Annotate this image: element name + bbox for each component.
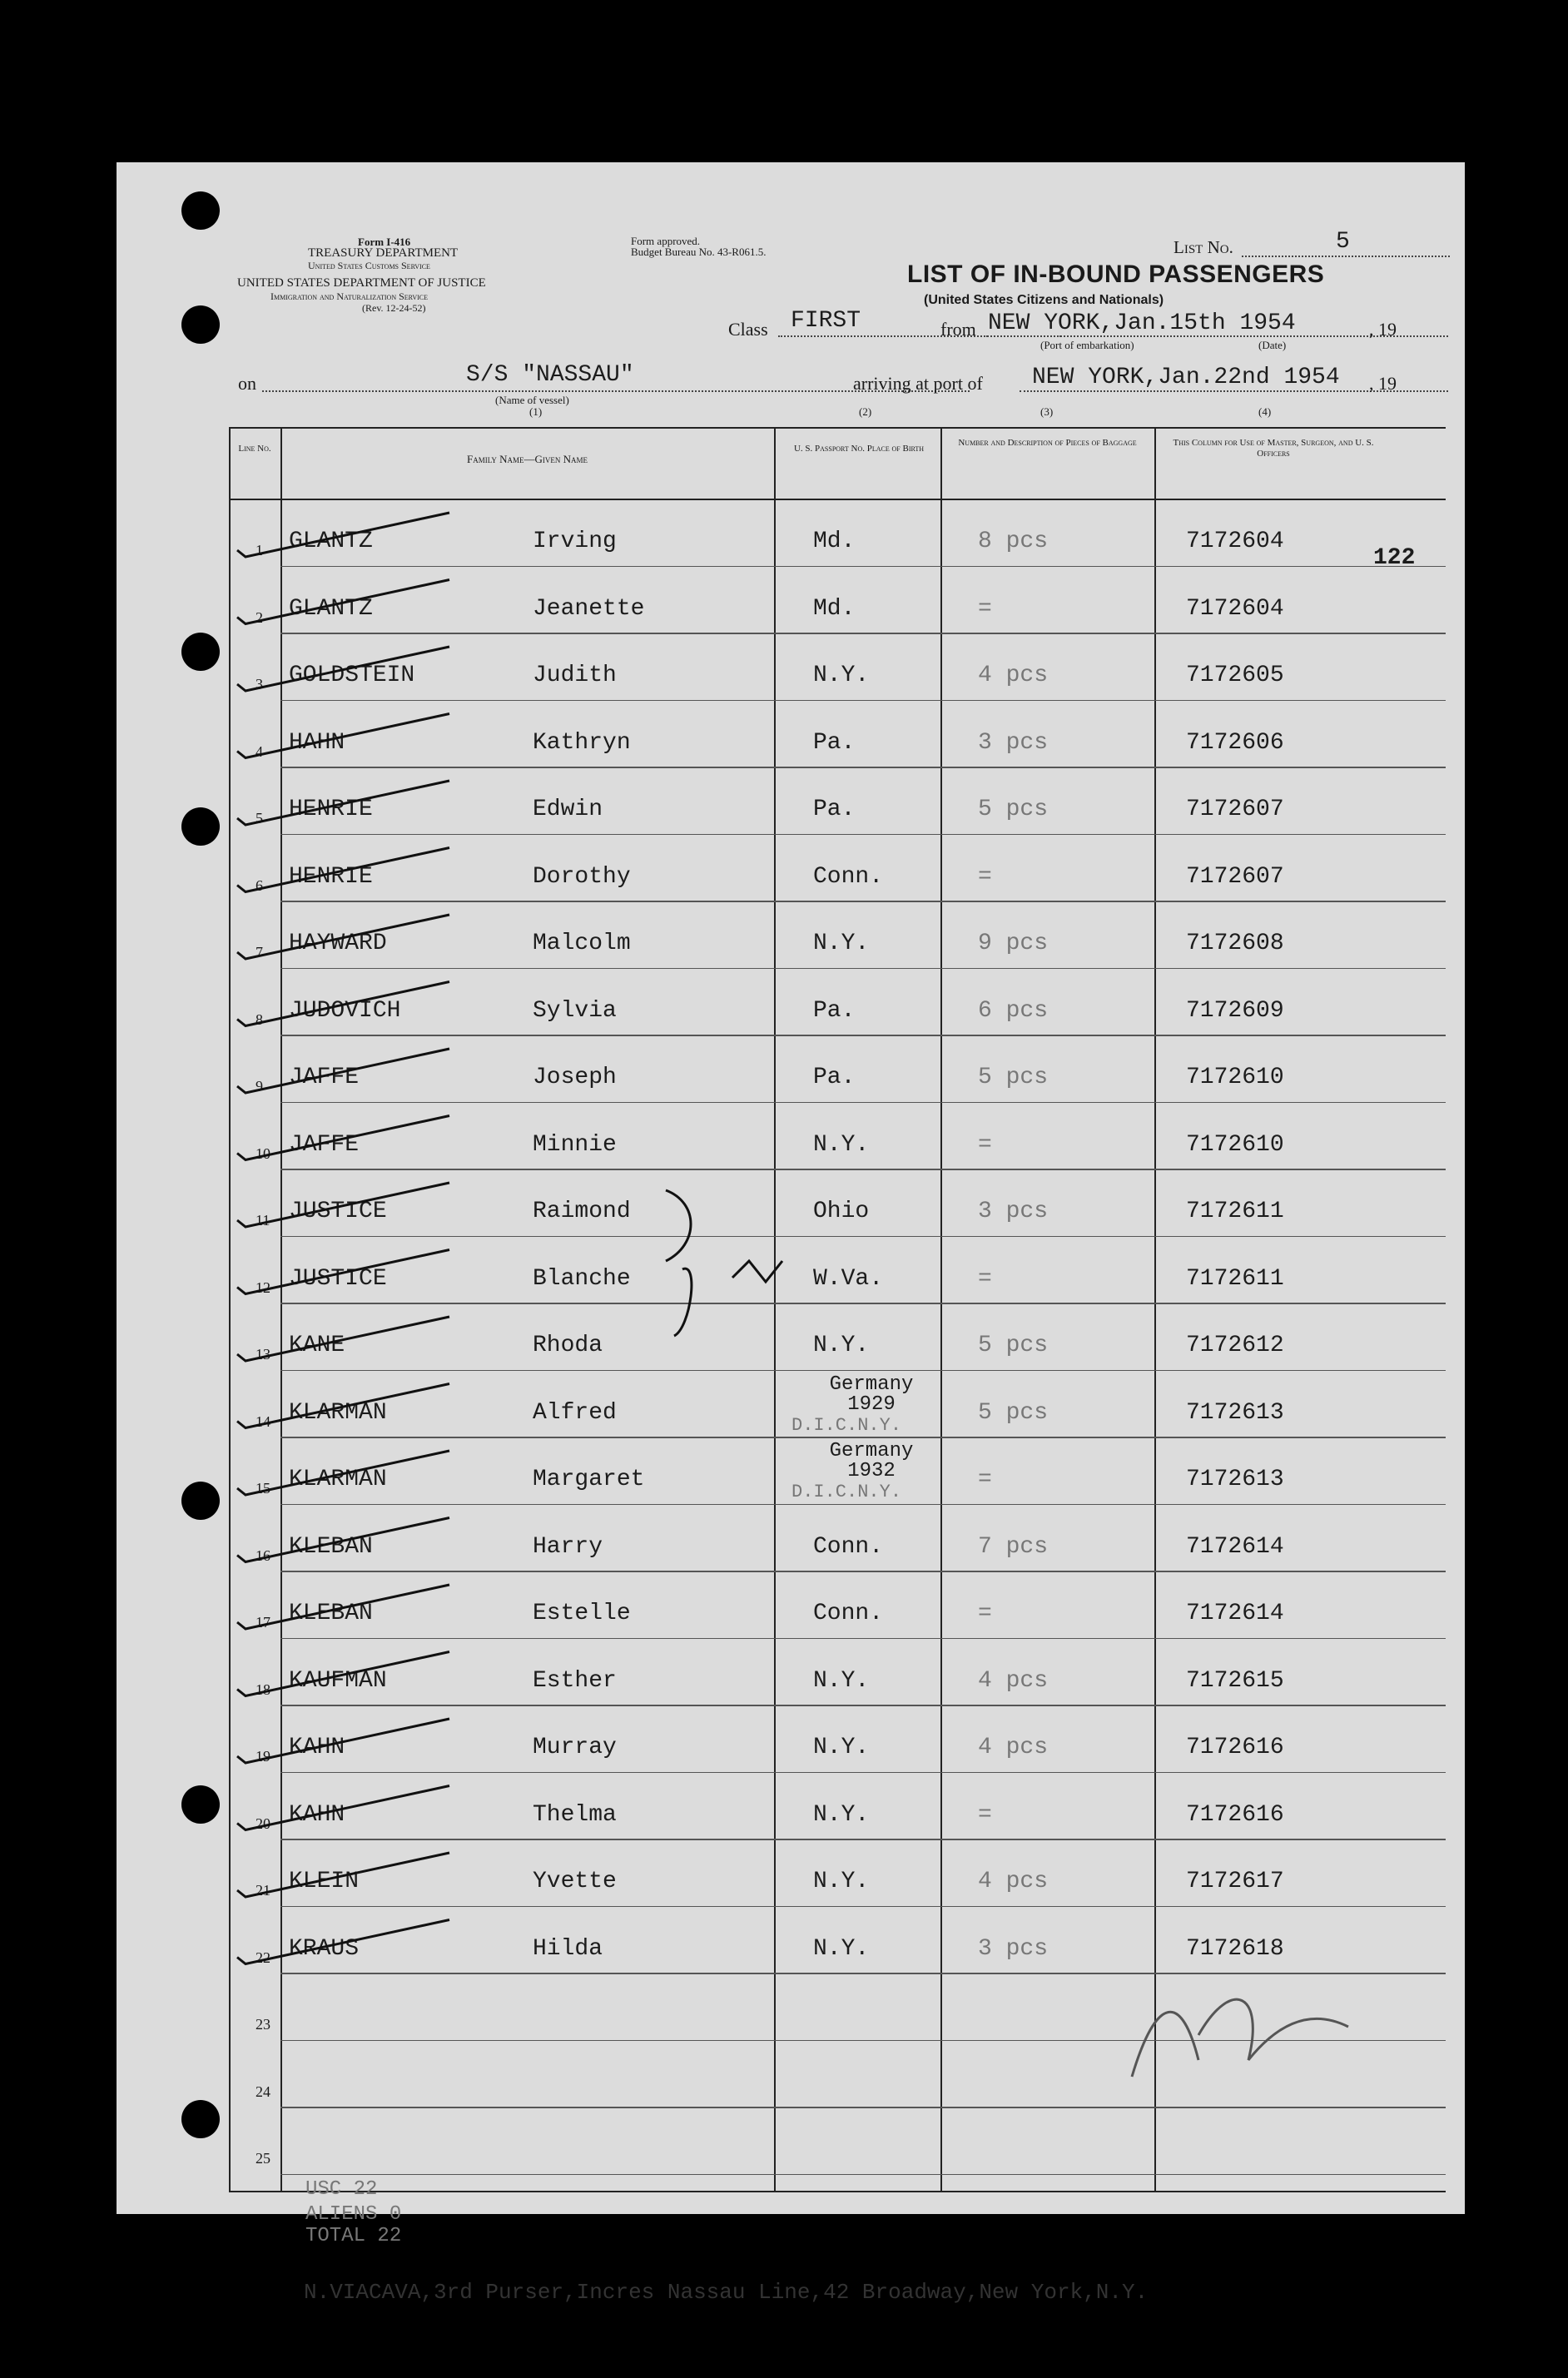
place-of-birth: W.Va. <box>813 1265 884 1292</box>
class-label: Class <box>728 319 768 340</box>
given-name: Jeanette <box>533 595 645 622</box>
list-no-label: List No. <box>1174 237 1233 257</box>
annotation-count: 122 <box>1373 545 1416 571</box>
family-name: KRAUS <box>289 1935 360 1962</box>
table-row <box>229 1372 1446 1437</box>
place-of-birth: N.Y. <box>813 1801 870 1828</box>
officer-number: 7172611 <box>1186 1199 1284 1224</box>
table-row <box>229 1304 1446 1370</box>
officer-number: 7172612 <box>1186 1333 1284 1358</box>
line-number: 22 <box>256 1949 270 1966</box>
table-row <box>229 1438 1446 1504</box>
family-name: KLARMAN <box>289 1467 387 1492</box>
purser-line: N.VIACAVA,3rd Purser,Incres Nassau Line,42 Broadway,New York,N.Y. <box>304 2280 1149 2305</box>
family-name: JUDOVICH <box>289 997 401 1024</box>
given-name: Minnie <box>533 1131 617 1158</box>
place-of-birth: Ohio <box>813 1199 870 1224</box>
table-row <box>229 702 1446 767</box>
given-name: Margaret <box>533 1467 645 1492</box>
baggage: = <box>978 1601 992 1626</box>
place-of-birth: N.Y. <box>813 1667 870 1694</box>
punch-hole <box>181 2100 220 2138</box>
family-name: KLEIN <box>289 1869 360 1894</box>
vessel-caption: (Name of vessel) <box>495 394 569 406</box>
line-number: 10 <box>256 1144 270 1162</box>
table-row <box>229 2042 1446 2107</box>
family-name: KLARMAN <box>289 1399 387 1426</box>
baggage: = <box>978 1467 992 1492</box>
total-total: TOTAL 22 <box>305 2225 402 2247</box>
place-of-birth: N.Y. <box>813 1735 870 1760</box>
port-embark-caption: (Port of embarkation) <box>1040 339 1134 351</box>
given-name: Edwin <box>533 797 603 822</box>
form-subtitle: (United States Citizens and Nationals) <box>924 293 1164 307</box>
table-row <box>229 768 1446 834</box>
header-officers: This Column for Use of Master, Surgeon, and U. S. Officers <box>1173 438 1374 459</box>
officer-number: 7172616 <box>1186 1801 1284 1828</box>
line-number: 16 <box>256 1546 270 1564</box>
punch-hole <box>181 807 220 846</box>
officer-number: 7172605 <box>1186 663 1284 688</box>
baggage: = <box>978 595 992 622</box>
table-row <box>229 1908 1446 1973</box>
place-of-birth: Conn. <box>813 1601 884 1626</box>
baggage: 3 pcs <box>978 1199 1049 1224</box>
year-suffix: , 19 <box>1369 319 1397 340</box>
line-number: 9 <box>256 1078 263 1095</box>
given-name: Dorothy <box>533 863 631 890</box>
from-value: NEW YORK,Jan.15th 1954 <box>988 310 1296 336</box>
line-number: 12 <box>256 1278 270 1296</box>
place-of-birth: Pa. <box>813 1065 856 1090</box>
family-name: KAHN <box>289 1735 345 1760</box>
place-of-birth: N.Y. <box>813 1935 870 1962</box>
table-row <box>229 1036 1446 1102</box>
line-number: 17 <box>256 1614 270 1631</box>
family-name: KAHN <box>289 1801 345 1828</box>
table-row <box>229 1572 1446 1638</box>
place-of-birth: Conn. <box>813 863 884 890</box>
officer-number: 7172613 <box>1186 1399 1284 1426</box>
table-row <box>229 634 1446 700</box>
baggage: 9 pcs <box>978 931 1049 956</box>
officer-number: 7172615 <box>1186 1667 1284 1694</box>
baggage: 4 pcs <box>978 663 1049 688</box>
line-number: 1 <box>256 542 263 559</box>
officer-number: 7172609 <box>1186 997 1284 1024</box>
officer-number: 7172604 <box>1186 595 1284 622</box>
manifest-sheet <box>117 162 1465 2305</box>
vessel-name: S/S "NASSAU" <box>466 362 634 388</box>
header-baggage: Number and Description of Pieces of Baggage <box>958 438 1137 448</box>
baggage: 8 pcs <box>978 529 1049 554</box>
given-name: Hilda <box>533 1935 603 1962</box>
col-marker-4: (4) <box>1258 405 1272 418</box>
place-of-birth: Md. <box>813 529 856 554</box>
arriving-value: NEW YORK,Jan.22nd 1954 <box>1032 365 1340 390</box>
line-number: 11 <box>256 1212 270 1229</box>
line-number: 6 <box>256 876 263 894</box>
line-number: 2 <box>256 608 263 626</box>
place-of-birth: N.Y. <box>813 1131 870 1158</box>
given-name: Esther <box>533 1667 617 1694</box>
birth-certificate: D.I.C.N.Y. <box>791 1482 902 1502</box>
passenger-table <box>229 427 1446 2305</box>
family-name: HAHN <box>289 729 345 756</box>
table-row <box>229 970 1446 1035</box>
table-row <box>229 1238 1446 1303</box>
family-name: JUSTICE <box>289 1199 387 1224</box>
line-number: 20 <box>256 1815 270 1832</box>
line-number: 4 <box>256 742 263 760</box>
given-name: Harry <box>533 1533 603 1560</box>
officer-number: 7172616 <box>1186 1735 1284 1760</box>
dept-justice: UNITED STATES DEPARTMENT OF JUSTICE <box>237 276 486 290</box>
officer-number: 7172607 <box>1186 863 1284 890</box>
officer-number: 7172610 <box>1186 1131 1284 1158</box>
table-row <box>229 500 1446 566</box>
line-number: 3 <box>256 676 263 693</box>
baggage: 3 pcs <box>978 1935 1049 1962</box>
header-passport: U. S. Passport No. Place of Birth <box>793 444 925 454</box>
punch-hole <box>181 1482 220 1520</box>
given-name: Sylvia <box>533 997 617 1024</box>
date-caption: (Date) <box>1258 339 1287 351</box>
col-marker-3: (3) <box>1040 405 1054 418</box>
given-name: Yvette <box>533 1869 617 1894</box>
from-label: from <box>940 319 976 340</box>
baggage: = <box>978 1131 992 1158</box>
table-row <box>229 1974 1446 2040</box>
officer-number: 7172608 <box>1186 931 1284 956</box>
place-of-birth: Pa. <box>813 797 856 822</box>
total-aliens: ALIENS 0 <box>305 2203 402 2226</box>
place-of-birth: Md. <box>813 595 856 622</box>
place-of-birth: Germany 1929 <box>829 1373 914 1416</box>
arriving-label: arriving at port of <box>853 373 983 394</box>
table-row <box>229 1640 1446 1705</box>
family-name: JAFFE <box>289 1065 360 1090</box>
family-name: HAYWARD <box>289 931 387 956</box>
given-name: Alfred <box>533 1399 617 1426</box>
given-name: Malcolm <box>533 931 631 956</box>
header-name: Family Name—Given Name <box>467 453 588 465</box>
baggage: 6 pcs <box>978 997 1049 1024</box>
line-number: 14 <box>256 1412 270 1430</box>
line-number: 8 <box>256 1010 263 1028</box>
dept-treasury: TREASURY DEPARTMENT <box>308 246 459 260</box>
line-number: 21 <box>256 1882 270 1899</box>
baggage: 5 pcs <box>978 1065 1049 1090</box>
table-row <box>229 2108 1446 2174</box>
baggage: 7 pcs <box>978 1533 1049 1560</box>
officer-number: 7172610 <box>1186 1065 1284 1090</box>
form-approved: Form approved. <box>631 235 701 247</box>
on-label: on <box>238 373 256 394</box>
dept-ins: Immigration and Naturalization Service <box>270 290 429 302</box>
family-name: JUSTICE <box>289 1265 387 1292</box>
line-number: 15 <box>256 1480 270 1497</box>
family-name: HENRIE <box>289 863 373 890</box>
officer-number: 7172607 <box>1186 797 1284 822</box>
baggage: 3 pcs <box>978 729 1049 756</box>
given-name: Thelma <box>533 1801 617 1828</box>
line-number: 5 <box>256 810 263 827</box>
form-revision: (Rev. 12-24-52) <box>362 302 426 314</box>
place-of-birth: N.Y. <box>813 1869 870 1894</box>
family-name: KLEBAN <box>289 1601 373 1626</box>
table-row <box>229 1104 1446 1169</box>
table-row <box>229 1506 1446 1571</box>
given-name: Irving <box>533 529 617 554</box>
list-no-value: 5 <box>1336 229 1350 255</box>
officer-number: 7172618 <box>1186 1935 1284 1962</box>
family-name: JAFFE <box>289 1131 360 1158</box>
place-of-birth: N.Y. <box>813 1333 870 1358</box>
budget-bureau: Budget Bureau No. 43-R061.5. <box>631 246 767 258</box>
family-name: KAUFMAN <box>289 1667 387 1694</box>
punch-hole <box>181 305 220 344</box>
officer-number: 7172611 <box>1186 1265 1284 1292</box>
header-line-no: Line No. <box>238 444 271 454</box>
family-name: KLEBAN <box>289 1533 373 1560</box>
given-name: Joseph <box>533 1065 617 1090</box>
place-of-birth: N.Y. <box>813 931 870 956</box>
given-name: Judith <box>533 663 617 688</box>
line-number: 19 <box>256 1748 270 1765</box>
place-of-birth: Germany 1932 <box>829 1440 914 1482</box>
baggage: 4 pcs <box>978 1735 1049 1760</box>
birth-certificate: D.I.C.N.Y. <box>791 1414 902 1436</box>
col-marker-1: (1) <box>529 405 543 418</box>
year-suffix-2: , 19 <box>1369 373 1397 394</box>
punch-hole <box>181 1785 220 1824</box>
line-number: 24 <box>256 2083 270 2100</box>
baggage: 4 pcs <box>978 1869 1049 1894</box>
table-row <box>229 1774 1446 1839</box>
given-name: Blanche <box>533 1265 631 1292</box>
table-row <box>229 902 1446 968</box>
table-row <box>229 1840 1446 1906</box>
form-number: Form I-416 <box>358 236 411 248</box>
family-name: KANE <box>289 1333 345 1358</box>
punch-hole <box>181 191 220 230</box>
table-row <box>229 836 1446 901</box>
baggage: 4 pcs <box>978 1667 1049 1694</box>
officer-number: 7172617 <box>1186 1869 1284 1894</box>
baggage: = <box>978 1265 992 1292</box>
baggage: 5 pcs <box>978 1333 1049 1358</box>
place-of-birth: Pa. <box>813 729 856 756</box>
dept-customs: United States Customs Service <box>308 260 430 271</box>
table-row <box>229 1170 1446 1236</box>
officer-number: 7172613 <box>1186 1467 1284 1492</box>
officer-number: 7172604 <box>1186 529 1284 554</box>
line-number: 18 <box>256 1680 270 1698</box>
place-of-birth: Conn. <box>813 1533 884 1560</box>
given-name: Raimond <box>533 1199 631 1224</box>
place-of-birth: N.Y. <box>813 663 870 688</box>
baggage: 5 pcs <box>978 1399 1049 1426</box>
class-value: FIRST <box>791 308 861 334</box>
family-name: GLANTZ <box>289 595 373 622</box>
col-marker-2: (2) <box>859 405 872 418</box>
family-name: HENRIE <box>289 797 373 822</box>
line-number: 13 <box>256 1346 270 1363</box>
punch-hole <box>181 633 220 671</box>
total-usc: USC 22 <box>305 2178 378 2201</box>
line-number: 7 <box>256 944 263 961</box>
officer-number: 7172614 <box>1186 1601 1284 1626</box>
given-name: Rhoda <box>533 1333 603 1358</box>
line-number: 23 <box>256 2016 270 2033</box>
table-row <box>229 568 1446 633</box>
baggage: = <box>978 1801 992 1828</box>
given-name: Murray <box>533 1735 617 1760</box>
given-name: Kathryn <box>533 729 631 756</box>
table-row <box>229 1706 1446 1772</box>
place-of-birth: Pa. <box>813 997 856 1024</box>
family-name: GOLDSTEIN <box>289 663 415 688</box>
officer-number: 7172614 <box>1186 1533 1284 1560</box>
line-number: 25 <box>256 2150 270 2167</box>
baggage: 5 pcs <box>978 797 1049 822</box>
form-title: LIST OF IN-BOUND PASSENGERS <box>907 261 1325 288</box>
family-name: GLANTZ <box>289 529 373 554</box>
given-name: Estelle <box>533 1601 631 1626</box>
baggage: = <box>978 863 992 890</box>
officer-number: 7172606 <box>1186 729 1284 756</box>
